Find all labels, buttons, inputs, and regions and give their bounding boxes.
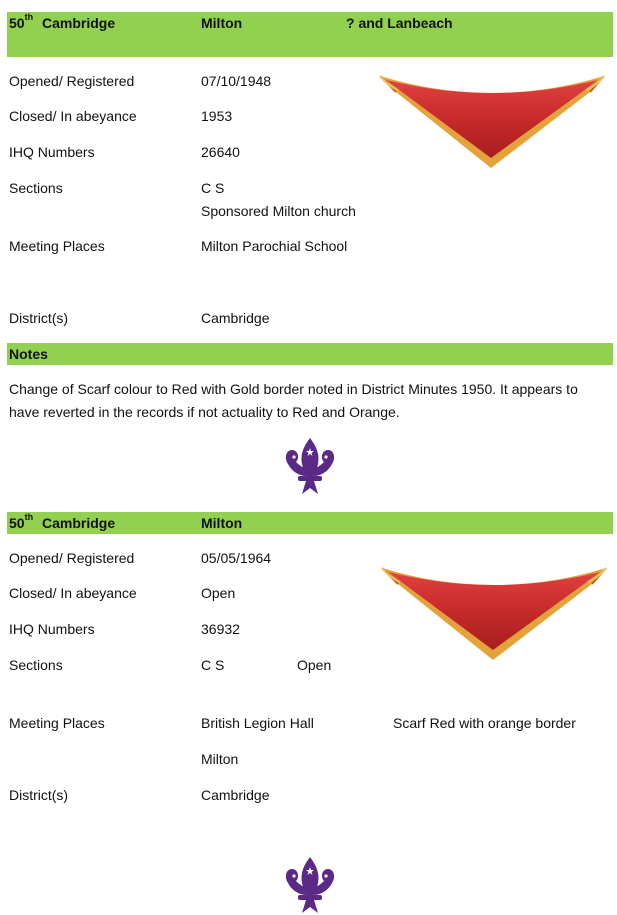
group2-sections-status: Open bbox=[297, 657, 332, 673]
group2-district-value: Cambridge bbox=[201, 787, 270, 803]
group1-district-value: Cambridge bbox=[201, 310, 270, 326]
notes-text: Change of Scarf colour to Red with Gold border noted in District Minutes 1950. It appears to have reverted in the records if not actuality to Red and Orange. bbox=[9, 381, 578, 420]
group1-opened-label: Opened/ Registered bbox=[9, 73, 135, 89]
group2-header-name: Cambridge bbox=[42, 515, 116, 531]
group2-ihq-value: 36932 bbox=[201, 621, 240, 637]
group2-opened-label: Opened/ Registered bbox=[9, 550, 135, 566]
group2-sections-value: C S bbox=[201, 657, 225, 673]
group2-header-bar bbox=[7, 512, 613, 534]
group2-closed-value: Open bbox=[201, 585, 236, 601]
group2-closed-label: Closed/ In abeyance bbox=[9, 585, 137, 601]
group1-ihq-value: 26640 bbox=[201, 144, 240, 160]
group1-sections-value: C S bbox=[201, 180, 225, 196]
group2-district-label: District(s) bbox=[9, 787, 69, 803]
group2-header-place: Milton bbox=[201, 515, 243, 531]
group1-header-bar bbox=[7, 12, 613, 57]
group1-ihq-label: IHQ Numbers bbox=[9, 144, 95, 160]
fleur-de-lis-icon bbox=[280, 436, 340, 496]
group1-header-place: Milton bbox=[201, 15, 243, 31]
group2-meeting-value: British Legion Hall bbox=[201, 715, 314, 731]
group1-district-label: District(s) bbox=[9, 310, 69, 326]
group1-header-number: 50th bbox=[9, 12, 34, 31]
group1-header-name: Cambridge bbox=[42, 15, 116, 31]
fleur-de-lis-icon-bottom bbox=[280, 855, 340, 915]
group1-meeting-value: Milton Parochial School bbox=[201, 238, 348, 254]
group2-header-number: 50th bbox=[9, 512, 34, 531]
group2-opened-value: 05/05/1964 bbox=[201, 550, 272, 566]
scarf-red-gold-border-icon bbox=[376, 72, 608, 172]
group1-closed-value: 1953 bbox=[201, 108, 233, 124]
group2-meeting-value2: Milton bbox=[201, 751, 239, 767]
group1-sections-sponsor: Sponsored Milton church bbox=[201, 203, 356, 219]
group2-meeting-label: Meeting Places bbox=[9, 715, 105, 731]
group1-meeting-label: Meeting Places bbox=[9, 238, 105, 254]
notes-header-bar bbox=[7, 343, 613, 365]
group1-closed-label: Closed/ In abeyance bbox=[9, 108, 137, 124]
group2-sections-label: Sections bbox=[9, 657, 63, 673]
notes-title: Notes bbox=[9, 346, 48, 362]
group1-opened-value: 07/10/1948 bbox=[201, 73, 272, 89]
scarf-red-orange-border-icon bbox=[378, 564, 610, 664]
group1-sections-label: Sections bbox=[9, 180, 63, 196]
group2-scarf-note: Scarf Red with orange border bbox=[393, 715, 576, 731]
group1-header-extra: ? and Lanbeach bbox=[346, 15, 453, 31]
group2-ihq-label: IHQ Numbers bbox=[9, 621, 95, 637]
